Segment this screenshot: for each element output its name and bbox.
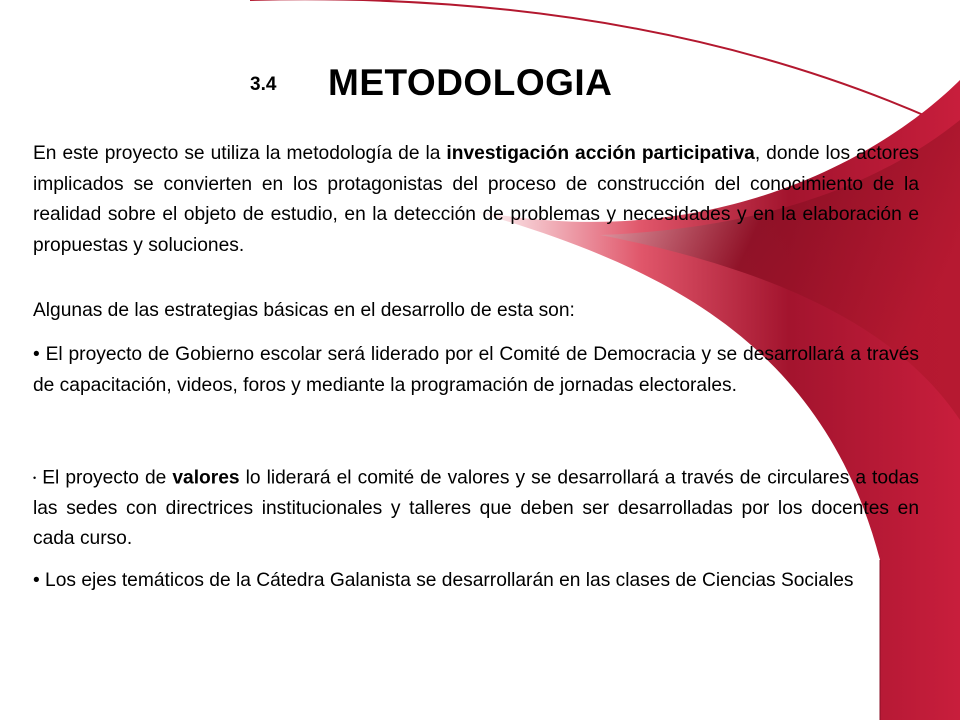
section-number: 3.4 <box>250 74 277 95</box>
paragraph-intro <box>33 139 919 261</box>
page-title: METODOLOGIA <box>328 62 613 103</box>
bullet-item-text-1: El proyecto de <box>36 467 173 489</box>
paragraph-strategies-intro: Algunas de las estrategias básicas en el desarrollo de esta son: <box>33 300 575 321</box>
paragraph-intro-text-2: , donde los actores implicados se convierten en los protagonistas del proceso de construcción del conocimiento de la realidad sobre el objeto de estudio, en la detección de problemas y necesidades y en la elaboración e propuestas y soluciones. <box>33 143 919 256</box>
paragraph-intro-text-1: En este proyecto se utiliza la metodología de la <box>33 143 447 164</box>
paragraph-intro-bold: investigación acción participativa <box>446 143 755 164</box>
bullet-item-text-2: lo liderará el comité de valores y se desarrollará a través de circulares a todas las sedes con directrices institucionales y talleres que deben ser desarrolladas por los docentes en cada curso. <box>33 467 919 550</box>
bullet-item-gobierno-escolar <box>33 340 919 401</box>
bullet-item-catedra-galanista <box>33 566 919 597</box>
bullet-icon: • <box>33 570 40 591</box>
bullet-icon: • <box>33 344 40 365</box>
bullet-item-valores <box>33 463 919 555</box>
bullet-item-text: Los ejes temáticos de la Cátedra Galanista se desarrollarán en las clases de Ciencias Sociales <box>39 570 854 591</box>
bullet-item-text: El proyecto de Gobierno escolar será liderado por el Comité de Democracia y se desarrollará a través de capacitación, videos, foros y mediante la programación de jornadas electorales. <box>33 344 919 396</box>
bullet-item-bold: valores <box>172 467 240 489</box>
bullet-icon: • <box>33 473 37 483</box>
